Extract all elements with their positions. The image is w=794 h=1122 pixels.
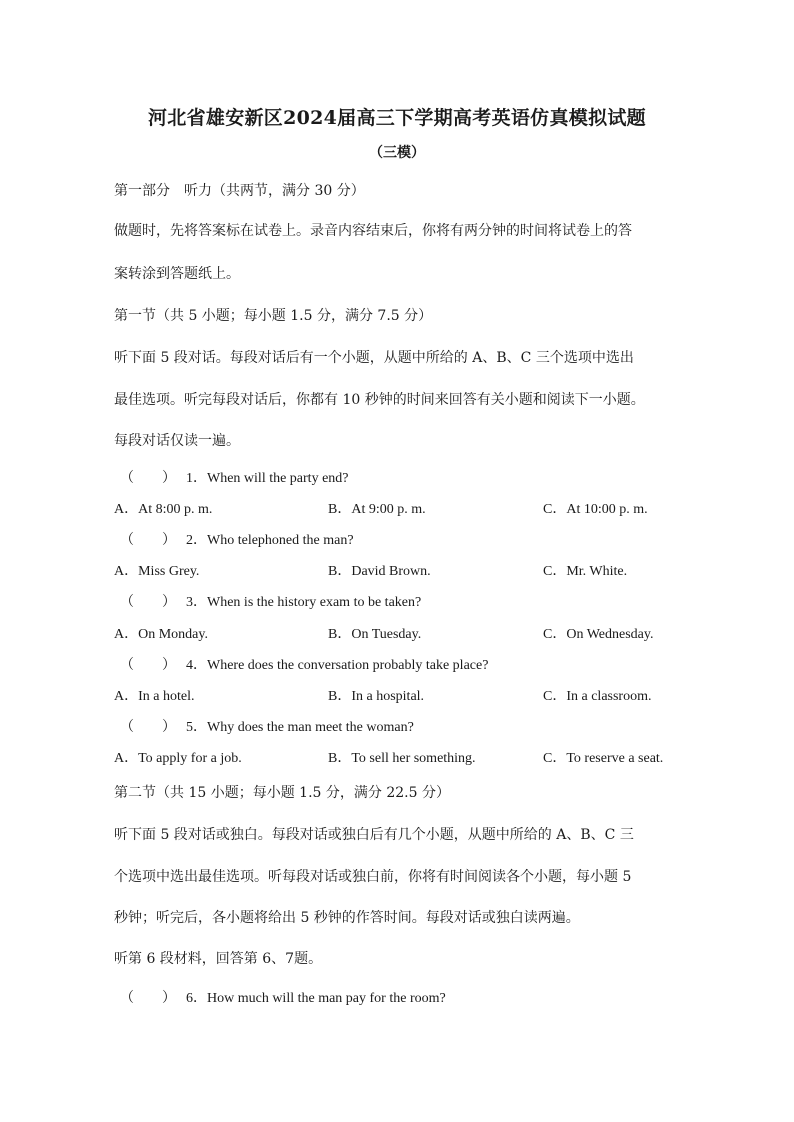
section2-instruction-line4: 听第 6 段材料，回答第 6、7题。 — [114, 951, 323, 967]
question-number: 6． — [186, 991, 207, 1006]
section2-heading: 第二节（共 15 小题；每小题 1.5 分，满分 22.5 分） — [114, 785, 450, 801]
option-c: C．In a classroom. — [543, 689, 652, 704]
question-number: 5． — [186, 720, 207, 735]
option-a: A．On Monday. — [114, 627, 208, 642]
section2-instruction-line2: 个选项中选出最佳选项。听每段对话或独白前，你将有时间阅读各个小题，每小题 5 — [114, 869, 632, 885]
part1-heading: 第一部分 听力（共两节，满分 30 分） — [114, 183, 365, 199]
question-text: When is the history exam to be taken? — [207, 595, 422, 610]
question-text: Where does the conversation probably take place? — [207, 658, 489, 673]
option-a: A．At 8:00 p. m. — [114, 502, 213, 517]
option-b: B．At 9:00 p. m. — [328, 502, 426, 517]
section2-instruction-line1: 听下面 5 段对话或独白。每段对话或独白后有几个小题，从题中所给的 A、B、C 三 — [114, 827, 634, 843]
page-subtitle: （三模） — [369, 145, 425, 161]
answer-bracket[interactable]: （ ） — [120, 991, 176, 1006]
answer-bracket[interactable]: （ ） — [120, 533, 176, 548]
question-number: 3． — [186, 595, 207, 610]
question-5 — [120, 716, 414, 736]
option-c: C．Mr. White. — [543, 564, 628, 579]
question-text: How much will the man pay for the room? — [207, 991, 446, 1006]
section2-instruction-line3: 秒钟；听完后，各小题将给出 5 秒钟的作答时间。每段对话或独白读两遍。 — [114, 910, 580, 926]
option-a: A．To apply for a job. — [114, 751, 242, 766]
question-6 — [120, 987, 446, 1007]
question-text: Why does the man meet the woman? — [207, 720, 414, 735]
option-a: A．Miss Grey. — [114, 564, 200, 579]
part1-instruction-line2: 案转涂到答题纸上。 — [114, 266, 240, 282]
section1-instruction-line2: 最佳选项。听完每段对话后，你都有 10 秒钟的时间来回答有关小题和阅读下一小题。 — [114, 392, 645, 408]
option-c: C．To reserve a seat. — [543, 751, 664, 766]
question-text: Who telephoned the man? — [207, 533, 354, 548]
answer-bracket[interactable]: （ ） — [120, 658, 176, 673]
option-b: B．To sell her something. — [328, 751, 476, 766]
option-c: C．At 10:00 p. m. — [543, 502, 648, 517]
section1-instruction-line3: 每段对话仅读一遍。 — [114, 433, 240, 449]
option-b: B．On Tuesday. — [328, 627, 422, 642]
option-a: A．In a hotel. — [114, 689, 195, 704]
question-2 — [120, 529, 354, 549]
answer-bracket[interactable]: （ ） — [120, 595, 176, 610]
page-title: 河北省雄安新区2024届高三下学期高考英语仿真模拟试题 — [148, 107, 646, 129]
option-b: B．David Brown. — [328, 564, 431, 579]
question-number: 1． — [186, 471, 207, 486]
question-number: 4． — [186, 658, 207, 673]
answer-bracket[interactable]: （ ） — [120, 720, 176, 735]
question-4 — [120, 654, 488, 674]
option-c: C．On Wednesday. — [543, 627, 654, 642]
section1-instruction-line1: 听下面 5 段对话。每段对话后有一个小题，从题中所给的 A、B、C 三个选项中选出 — [114, 350, 634, 366]
option-b: B．In a hospital. — [328, 689, 425, 704]
question-text: When will the party end? — [207, 471, 349, 486]
question-1 — [120, 467, 349, 487]
section1-heading: 第一节（共 5 小题；每小题 1.5 分，满分 7.5 分） — [114, 308, 433, 324]
answer-bracket[interactable]: （ ） — [120, 471, 176, 486]
part1-instruction-line1: 做题时，先将答案标在试卷上。录音内容结束后，你将有两分钟的时间将试卷上的答 — [114, 223, 632, 239]
question-number: 2． — [186, 533, 207, 548]
question-3 — [120, 591, 421, 611]
